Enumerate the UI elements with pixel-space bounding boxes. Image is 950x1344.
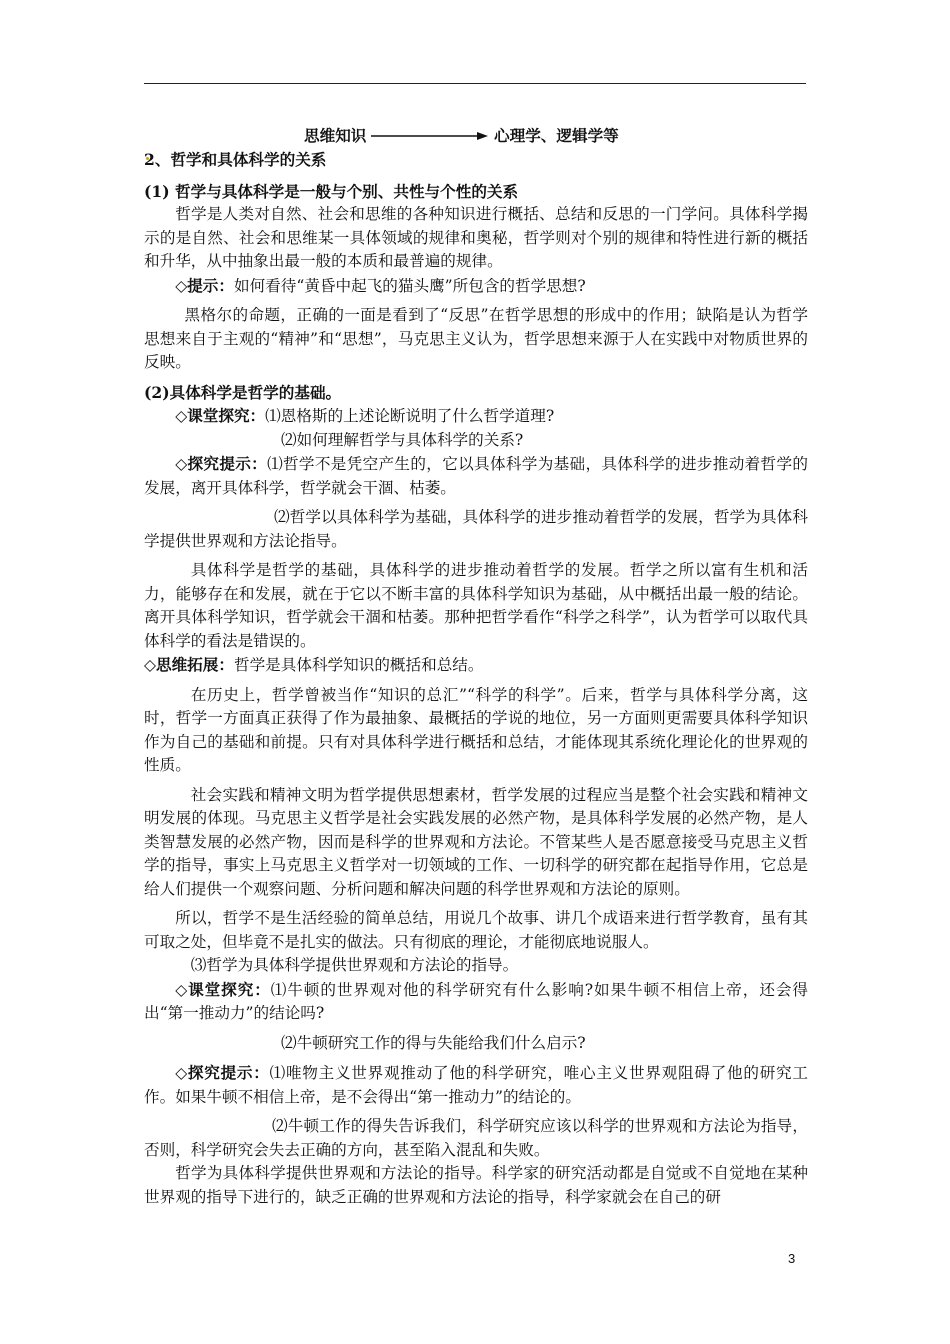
sub3-hint-a2: ⑵牛顿工作的得失告诉我们，科学研究应该以科学的世界观和方法论为指导，否则，科学研究会失去正确的方向，甚至陷入混乱和失败。 — [144, 1117, 808, 1159]
sub3-explore-q2: ⑵牛顿研究工作的得与失能给我们什么启示? — [281, 1033, 586, 1052]
explore-q1: ⑴牛顿的世界观对他的科学研究有什么影响?如果牛顿不相信上帝，还会得出“第一推动力”的结论吗? — [144, 980, 808, 1022]
extension-paragraph-2: 社会实践和精神文明为哲学提供思想素材，哲学发展的过程应当是整个社会实践和精神文明发展的体现。马克思主义哲学是社会实践发展的必然产物，是具体科学发展的必然产物，是人类智慧发展的必然产物，因而是科学的世界观和方法论。不管某些人是否愿意接受马克思主义哲学的指导，事实上马克思主义哲学对一切领域的工作、一切科学的研究都在起指导作用，它总是给人们提供一个观察问题、分析问题和解决问题的科学世界观和方法论的原则。 — [144, 785, 808, 898]
hint-a1: ⑴唯物主义世界观推动了他的科学研究，唯心主义世界观阻碍了他的研究工作。如果牛顿不相信上帝，是不会得出“第一推动力”的结论的。 — [144, 1064, 808, 1106]
knowledge-arrow-diagram — [144, 118, 808, 146]
sub1-title: (1) 哲学与具体科学是一般与个别、共性与个性的关系 — [144, 181, 519, 201]
sub2-hint-a2: ⑵哲学以具体科学为基础，具体科学的进步推动着哲学的发展，哲学为具体科学提供世界观和方法论指导。 — [144, 508, 808, 550]
extension-text: 哲学是具体科学知识的概括和总结。 — [233, 656, 484, 674]
page-number: 3 — [788, 1251, 796, 1266]
header-rule — [144, 83, 806, 84]
sub3-hint — [144, 1061, 808, 1109]
sub3-paragraph: 哲学为具体科学提供世界观和方法论的指导。科学家的研究活动都是自觉或不自觉地在某种世界观的指导下进行的，缺乏正确的世界观和方法论的指导，科学家就会在自己的研 — [144, 1164, 808, 1206]
explore-label: ◇课堂探究： — [175, 406, 266, 425]
hint-label: ◇探究提示： — [175, 1063, 270, 1082]
hint-label: ◇探究提示： — [175, 454, 268, 473]
hint-a1: ⑴哲学不是凭空产生的，它以具体科学为基础，具体科学的进步推动着哲学的发展，离开具体科学，哲学就会干涸、枯萎。 — [144, 455, 808, 497]
sub2-hint — [144, 452, 808, 500]
diagram-right-label: 心理学、逻辑学等 — [494, 126, 619, 145]
sub2-title: (2)具体科学是哲学的基础。 — [144, 382, 342, 402]
sub1-tip-answer: 黑格尔的命题，正确的一面是看到了“反思”在哲学思想的形成中的作用；缺陷是认为哲学思想来自于主观的“精神”和“思想”，马克思主义认为，哲学思想来源于人在实践中对物质世界的反映。 — [144, 306, 808, 371]
explore-label: ◇课堂探究： — [175, 979, 271, 999]
sub1-paragraph: 哲学是人类对自然、社会和思维的各种知识进行概括、总结和反思的一门学问。具体科学揭示的是自然、社会和思维某一具体领域的规律和奥秘，哲学则对个别的规律和特性进行新的概括和升华，从中抽象出最一般的本质和最普遍的规律。 — [144, 205, 808, 270]
extension-paragraph-3: 所以，哲学不是生活经验的简单总结，用说几个故事、讲几个成语来进行哲学教育，虽有其可取之处，但毕竟不是扎实的做法。只有彻底的理论，才能彻底地说服人。 — [144, 909, 808, 951]
sub2-extension — [144, 653, 808, 678]
explore-q1: ⑴恩格斯的上述论断说明了什么哲学道理? — [265, 407, 555, 425]
sub2-paragraph: 具体科学是哲学的基础，具体科学的进步推动着哲学的发展。哲学之所以富有生机和活力，能够存在和发展，就在于它以不断丰富的具体科学知识为基础，从中概括出最一般的结论。离开具体科学知识，哲学就会干涸和枯萎。那种把哲学看作“科学之科学”，认为哲学可以取代具体科学的看法是错误的。 — [144, 561, 808, 650]
diagram-left-label: 思维知识 — [304, 126, 367, 145]
tip-label: ◇提示： — [175, 275, 234, 295]
sub2-explore-q2: ⑵如何理解哲学与具体科学的关系? — [281, 430, 524, 449]
tip-text: 如何看待“黄昏中起飞的猫头鹰”所包含的哲学思想? — [233, 276, 586, 295]
document-body — [144, 118, 808, 1209]
sub2-explore — [144, 404, 808, 429]
sub3-explore — [144, 978, 808, 1026]
sub3-title: ⑶哲学为具体科学提供世界观和方法论的指导。 — [190, 956, 519, 974]
extension-paragraph-1: 在历史上，哲学曾被当作“知识的总汇”“科学的科学”。后来，哲学与具体科学分离，这时，哲学一方面真正获得了作为最抽象、最概括的学说的地位，另一方面则更需要具体科学知识作为自己的基础和前提。只有对具体科学进行概括和总结，才能体现其系统化理论化的世界观的性质。 — [144, 685, 808, 774]
sub1-tip — [144, 274, 808, 299]
extension-label: ◇思维拓展： — [144, 655, 234, 674]
section-title: 2、哲学和具体科学的关系 — [144, 150, 327, 169]
arrow-right-icon — [371, 131, 489, 141]
